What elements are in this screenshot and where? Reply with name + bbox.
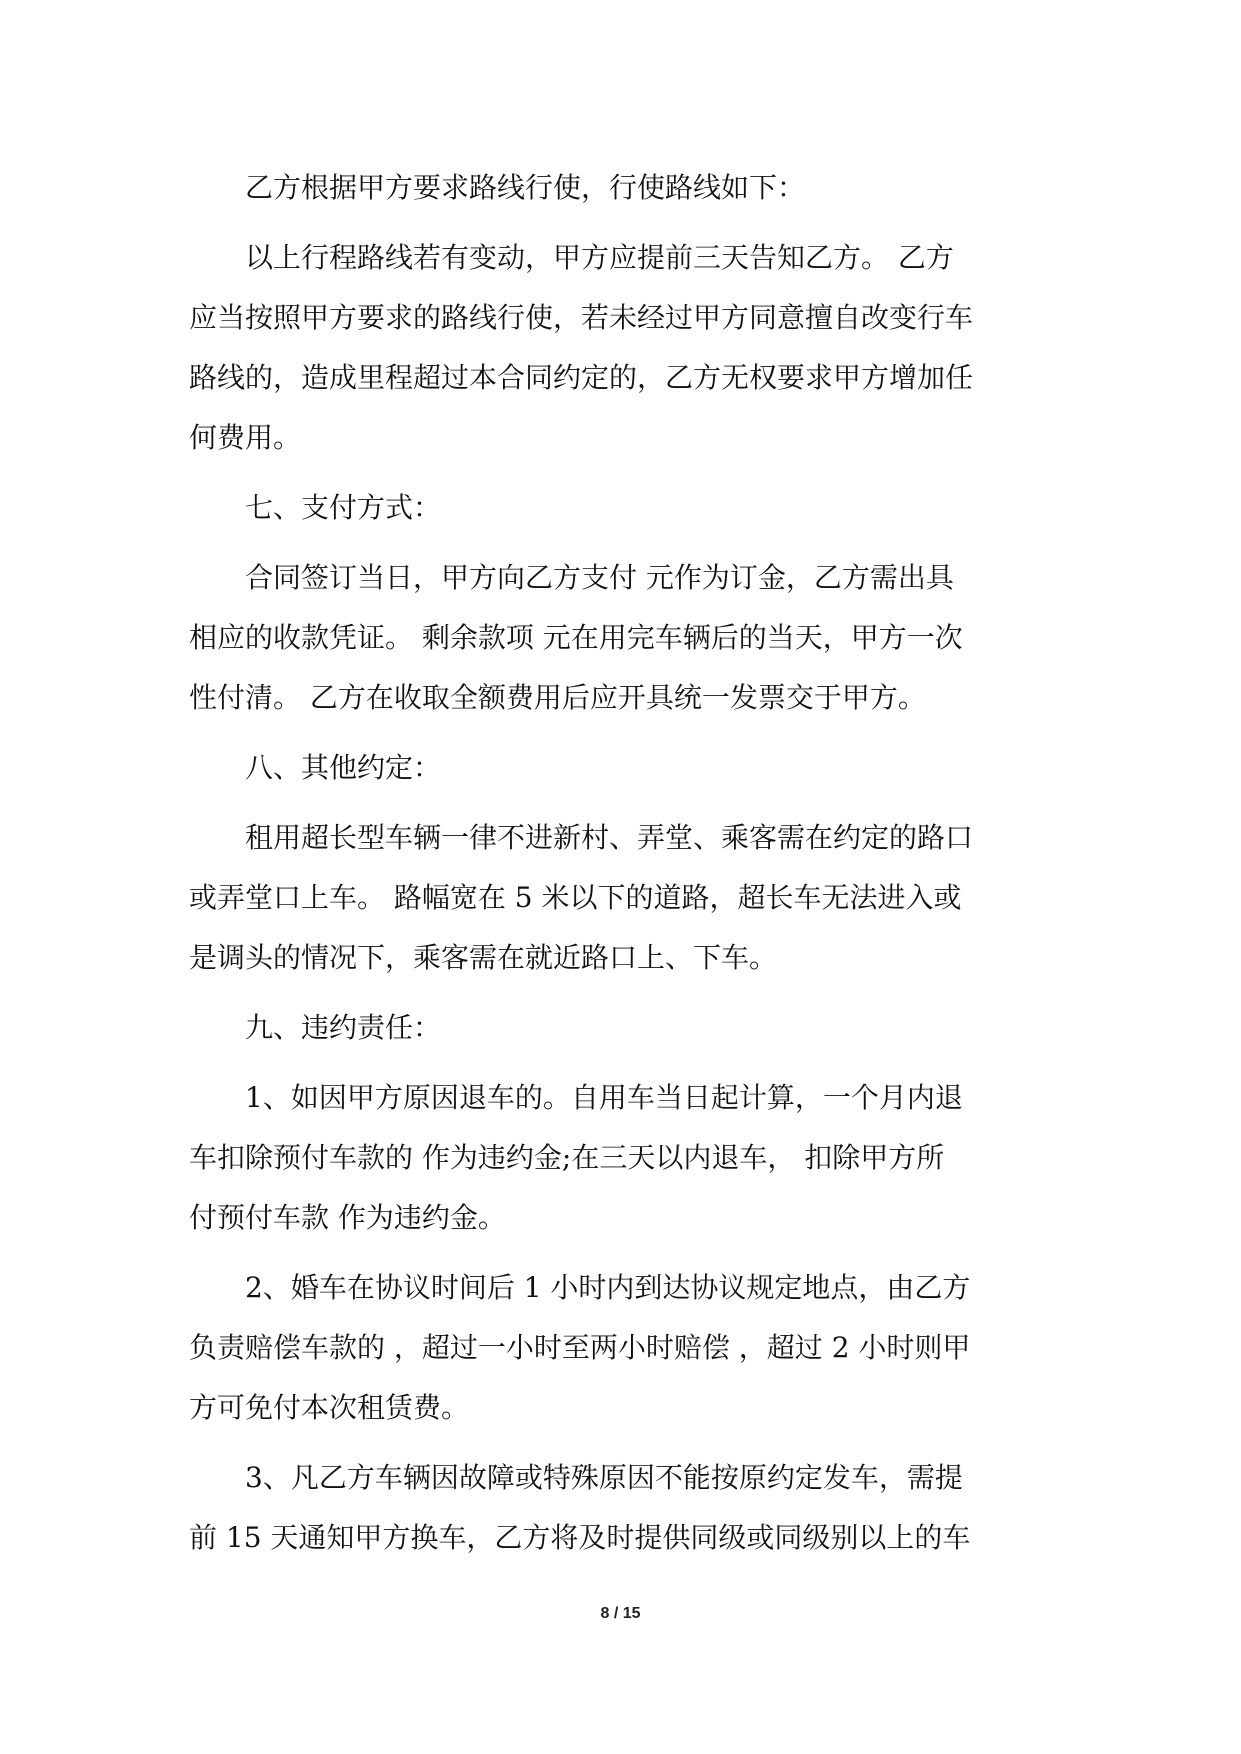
- text-line: 八、其他约定：: [245, 751, 442, 784]
- text-line: 相应的收款凭证。 剩余款项 元在用完车辆后的当天，甲方一次: [189, 621, 963, 654]
- text-line: 七、支付方式：: [245, 491, 442, 524]
- text-line: 乙方根据甲方要求路线行使，行使路线如下：: [245, 171, 806, 204]
- text-line: 以上行程路线若有变动，甲方应提前三天告知乙方。 乙方: [245, 241, 954, 274]
- paragraph-payment: [189, 548, 1055, 728]
- page-number: 8 / 15: [600, 1605, 641, 1622]
- paragraph-other: [189, 808, 1055, 988]
- text-line: 方可免付本次租赁费。: [189, 1391, 470, 1424]
- text-line: 负责赔偿车款的 ，超过一小时至两小时赔偿 ，超过 2 小时则甲: [189, 1331, 971, 1364]
- text-line: 或弄堂口上车。 路幅宽在 5 米以下的道路，超长车无法进入或: [189, 881, 962, 914]
- text-line: 合同签订当日，甲方向乙方支付 元作为订金，乙方需出具: [245, 561, 954, 594]
- text-line: 1、如因甲方原因退车的。自用车当日起计算，一个月内退: [245, 1081, 963, 1114]
- text-line: 何费用。: [189, 421, 302, 454]
- text-line: 是调头的情况下，乘客需在就近路口上、下车。: [189, 941, 778, 974]
- text-line: 前 15 天通知甲方换车，乙方将及时提供同级或同级别以上的车: [189, 1521, 971, 1554]
- text-line: 2、婚车在协议时间后 1 小时内到达协议规定地点，由乙方: [245, 1271, 971, 1304]
- text-line: 车扣除预付车款的 作为违约金;在三天以内退车， 扣除甲方所: [189, 1141, 945, 1174]
- text-line: 路线的，造成里程超过本合同约定的，乙方无权要求甲方增加任: [189, 361, 974, 394]
- text-line: 租用超长型车辆一律不进新村、弄堂、乘客需在约定的路口: [245, 821, 974, 854]
- paragraph-liability-1: [189, 1068, 1055, 1248]
- text-line: 九、违约责任：: [245, 1011, 442, 1044]
- text-line: 付预付车款 作为违约金。: [189, 1201, 506, 1234]
- section-heading-other: [189, 738, 1055, 798]
- paragraph-route: [189, 158, 1055, 218]
- text-line: 应当按照甲方要求的路线行使，若未经过甲方同意擅自改变行车: [189, 301, 974, 334]
- section-heading-payment: [189, 478, 1055, 538]
- text-line: 3、凡乙方车辆因故障或特殊原因不能按原约定发车，需提: [245, 1461, 963, 1494]
- document-body: [189, 158, 1055, 1568]
- text-line: 性付清。 乙方在收取全额费用后应开具统一发票交于甲方。: [189, 681, 926, 714]
- paragraph-liability-3: [189, 1448, 1055, 1568]
- paragraph-liability-2: [189, 1258, 1055, 1438]
- section-heading-liability: [189, 998, 1055, 1058]
- paragraph-route-change: [189, 228, 1055, 468]
